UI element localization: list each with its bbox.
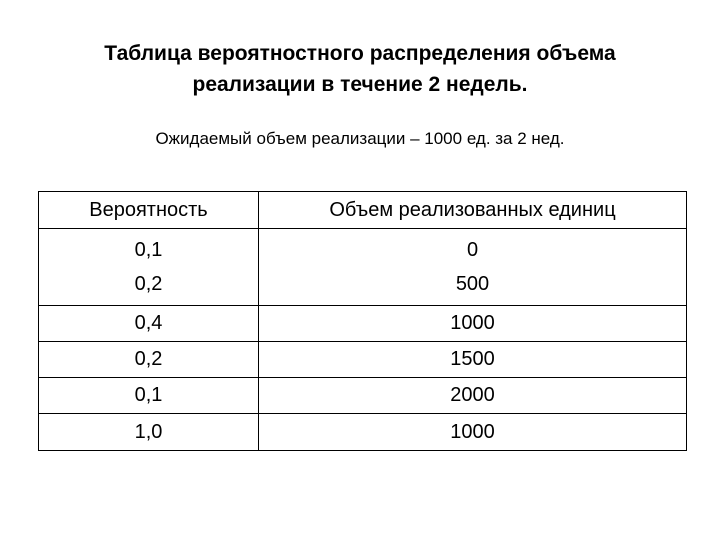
page-title [0, 38, 720, 100]
table-total-row [39, 414, 687, 451]
probability-cell: 0,4 [39, 306, 259, 342]
volume-value: 0 [466, 239, 479, 261]
volume-cell: 1000 [259, 306, 687, 342]
volume-value: 500 [455, 273, 490, 295]
probability-cell [39, 229, 259, 306]
probability-cell: 0,2 [39, 342, 259, 378]
header-volume: Объем реализованных единиц [259, 192, 687, 229]
volume-total-cell: 1000 [259, 414, 687, 451]
table-row [39, 378, 687, 414]
header-probability: Вероятность [39, 192, 259, 229]
probability-distribution-table [38, 191, 687, 451]
table-row [39, 229, 687, 306]
probability-cell: 0,1 [39, 378, 259, 414]
title-line-2: реализации в течение 2 недель. [192, 73, 528, 96]
volume-cell: 2000 [259, 378, 687, 414]
probability-value: 0,1 [134, 239, 163, 261]
volume-cell: 1500 [259, 342, 687, 378]
volume-cell [259, 229, 687, 306]
table-row [39, 342, 687, 378]
table-row [39, 306, 687, 342]
subtitle: Ожидаемый объем реализации – 1000 ед. за 2 нед. [155, 129, 565, 148]
probability-value: 0,2 [134, 273, 163, 295]
title-line-1: Таблица вероятностного распределения объема [104, 42, 616, 65]
probability-total-cell: 1,0 [39, 414, 259, 451]
table-header-row [39, 192, 687, 229]
